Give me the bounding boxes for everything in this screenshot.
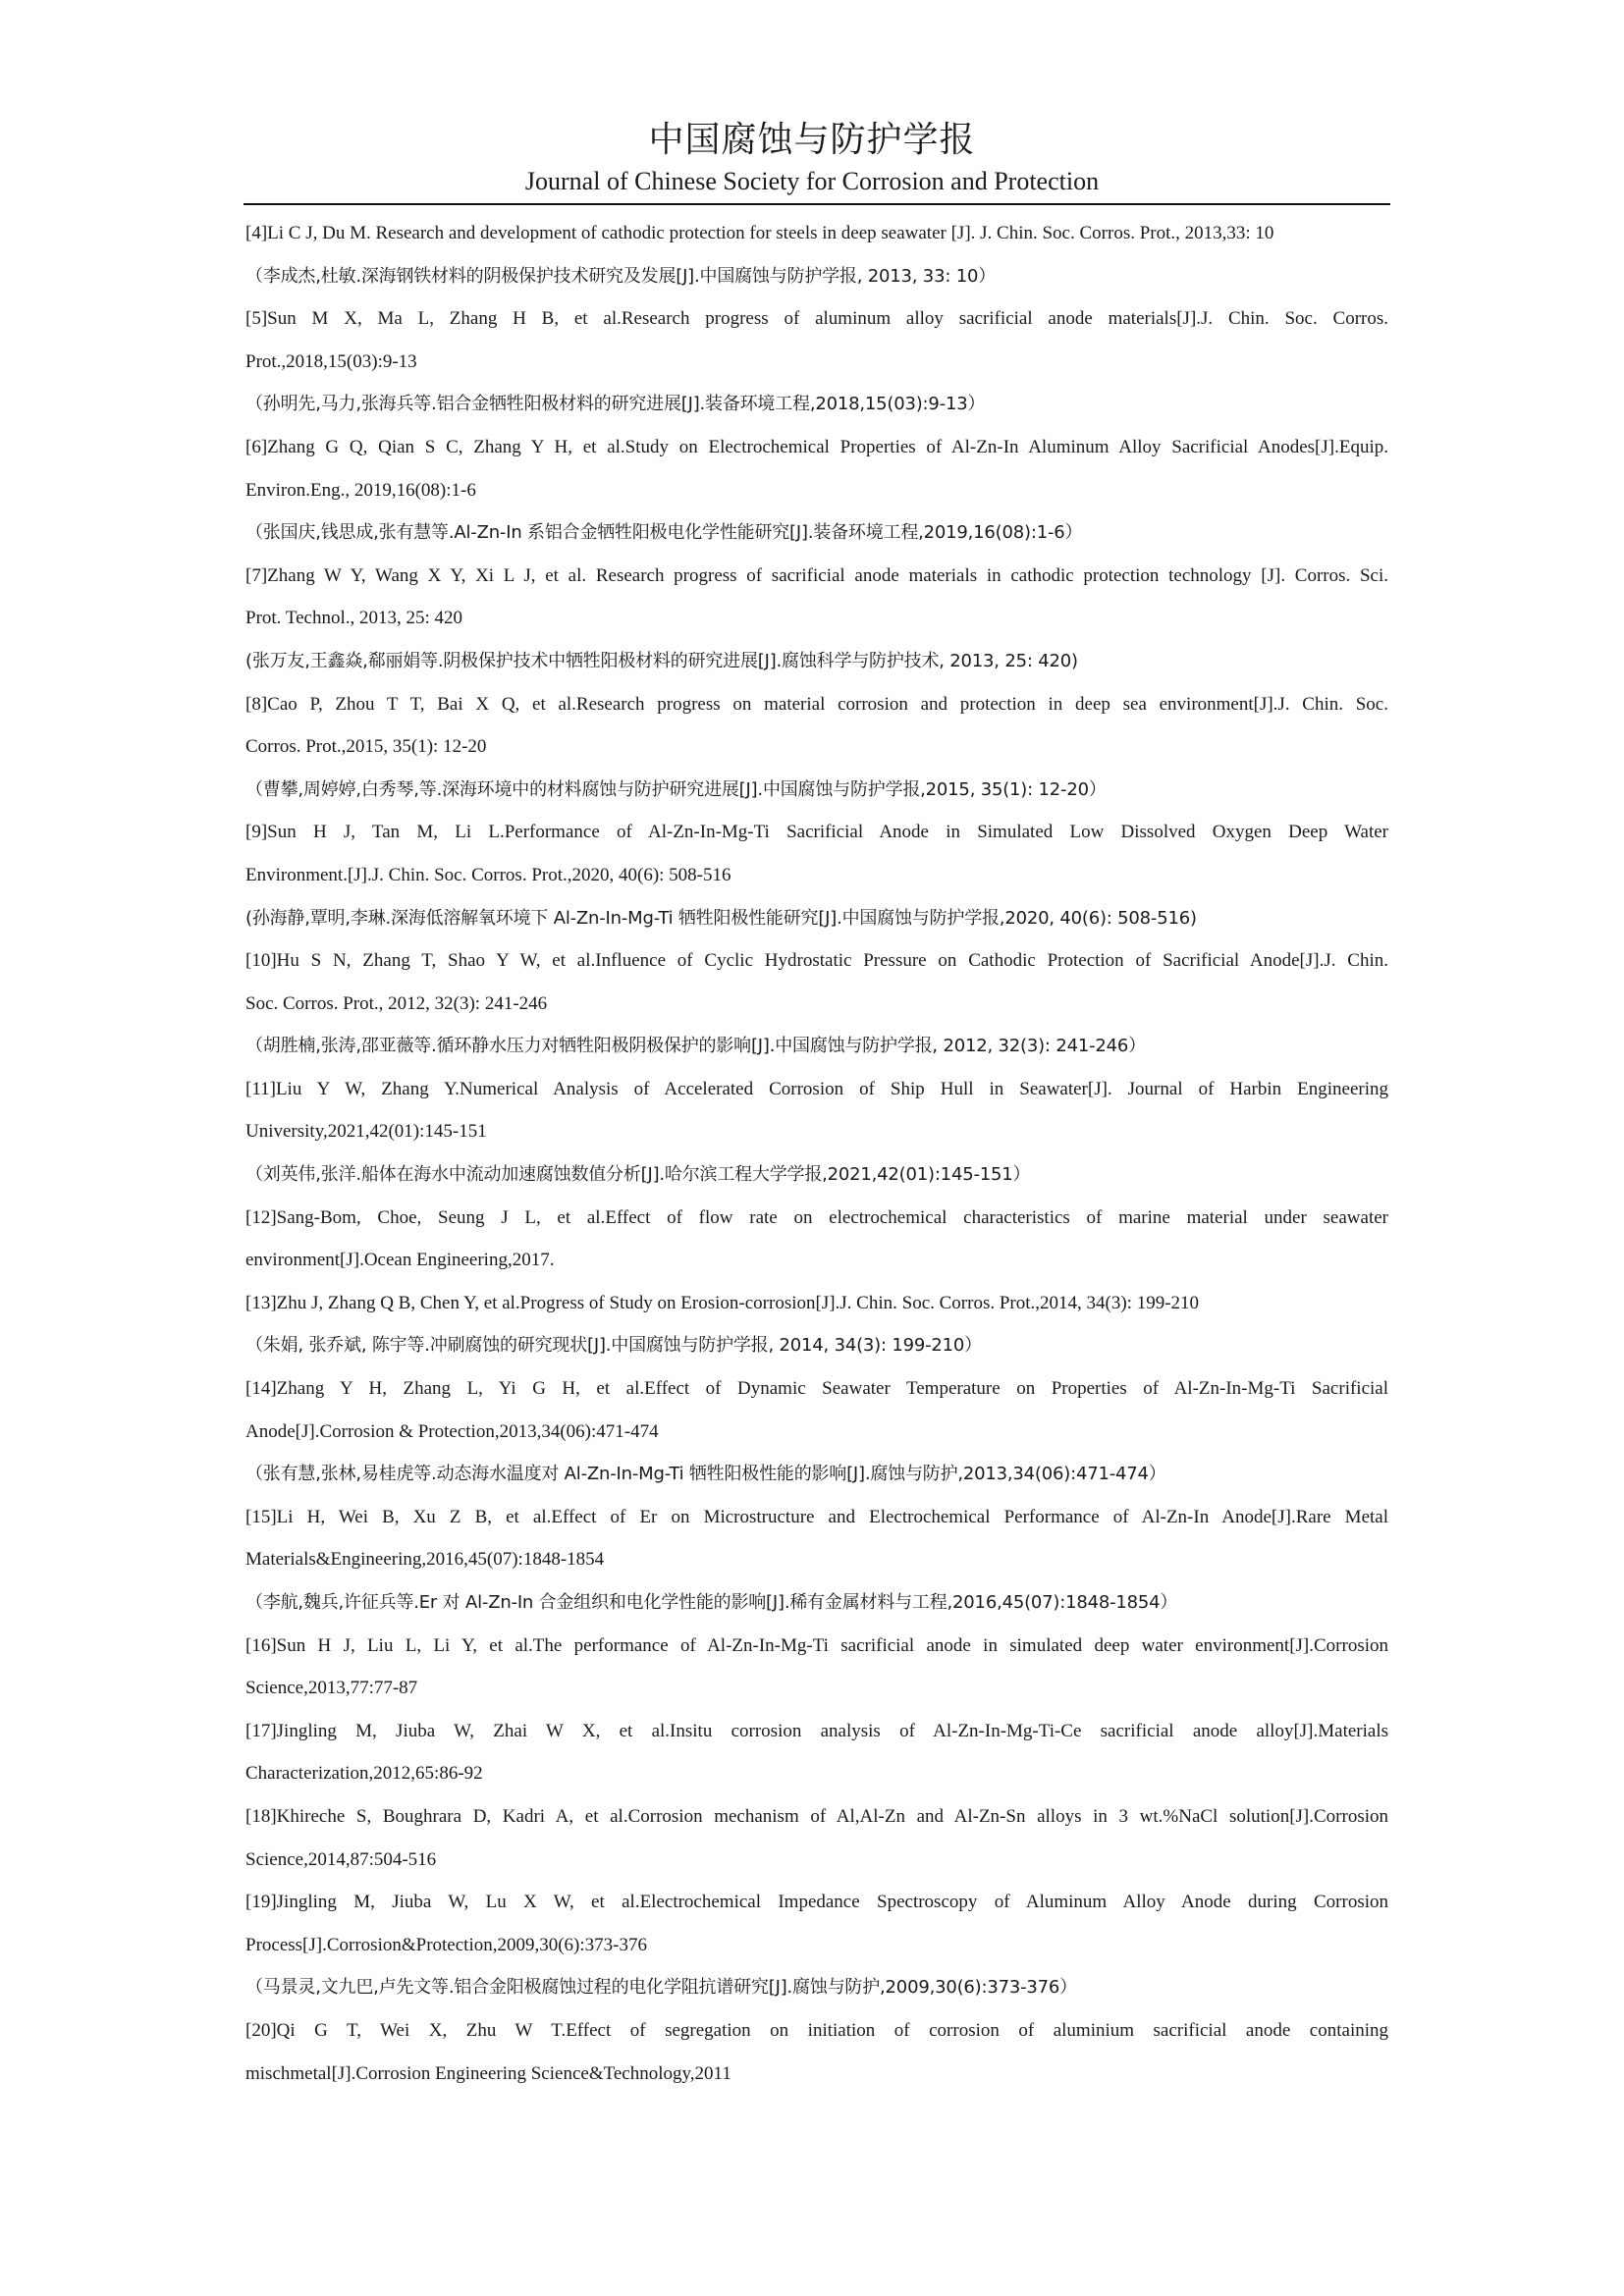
reference-entry	[245, 1068, 1388, 1153]
reference-line: [16]Sun H J, Liu L, Li Y, et al.The performance of Al-Zn-In-Mg-Ti sacrificial anode in simulated deep water environment[J].Corrosion	[245, 1634, 1388, 1656]
reference-entry	[245, 1153, 1388, 1197]
reference-entry	[245, 383, 1388, 426]
reference-line: [6]Zhang G Q, Qian S C, Zhang Y H, et al.Study on Electrochemical Properties of Al-Zn-In Aluminum Alloy Sacrificial Anodes[J].Equip.	[245, 436, 1388, 457]
reference-line: mischmetal[J].Corrosion Engineering Science&Technology,2011	[245, 2062, 731, 2084]
reference-entry	[245, 1025, 1388, 1068]
reference-line: （刘英伟,张洋.船体在海水中流动加速腐蚀数值分析[J].哈尔滨工程大学学报,2021,42(01):145-151）	[245, 1164, 1031, 1186]
reference-line: [8]Cao P, Zhou T T, Bai X Q, et al.Research progress on material corrosion and protection in deep sea environment[J].J. Chin. Soc.	[245, 693, 1388, 715]
reference-line: (孙海静,覃明,李琳.深海低溶解氧环境下 Al-Zn-In-Mg-Ti 牺牲阳极性能研究[J].中国腐蚀与防护学报,2020, 40(6): 508-516)	[245, 907, 1197, 929]
reference-entry	[245, 1197, 1388, 1282]
reference-entry	[245, 2009, 1388, 2095]
reference-line: （朱娟, 张乔斌, 陈宇等.冲刷腐蚀的研究现状[J].中国腐蚀与防护学报, 2014, 34(3): 199-210）	[245, 1335, 982, 1357]
reference-line: [7]Zhang W Y, Wang X Y, Xi L J, et al. Research progress of sacrificial anode materials in cathodic protection technology [J]. Corros. Sci.	[245, 564, 1388, 586]
reference-entry	[245, 1966, 1388, 2009]
reference-line: [11]Liu Y W, Zhang Y.Numerical Analysis of Accelerated Corrosion of Ship Hull in Seawater[J]. Journal of Harbin Engineering	[245, 1078, 1388, 1099]
reference-entry	[245, 811, 1388, 896]
reference-line: Environment.[J].J. Chin. Soc. Corros. Prot.,2020, 40(6): 508-516	[245, 864, 731, 885]
reference-line: environment[J].Ocean Engineering,2017.	[245, 1250, 555, 1271]
reference-entry	[245, 1795, 1388, 1881]
reference-entry	[245, 511, 1388, 555]
reference-entry	[245, 297, 1388, 383]
reference-entry	[245, 1881, 1388, 1966]
reference-entry	[245, 897, 1388, 940]
reference-entry	[245, 1496, 1388, 1581]
reference-line: Corros. Prot.,2015, 35(1): 12-20	[245, 736, 487, 758]
journal-title-en: Journal of Chinese Society for Corrosion and Protection	[524, 167, 1100, 195]
reference-line: （马景灵,文九巴,卢先文等.铝合金阳极腐蚀过程的电化学阻抗谱研究[J].腐蚀与防护,2009,30(6):373-376）	[245, 1977, 1077, 1999]
reference-entry	[245, 555, 1388, 640]
reference-line: (张万友,王鑫焱,郗丽娟等.阴极保护技术中牺牲阳极材料的研究进展[J].腐蚀科学与防护技术, 2013, 25: 420)	[245, 650, 1078, 671]
reference-line: [9]Sun H J, Tan M, Li L.Performance of Al-Zn-In-Mg-Ti Sacrificial Anode in Simulated Low Dissolved Oxygen Deep Water	[245, 822, 1388, 843]
reference-line: Characterization,2012,65:86-92	[245, 1763, 483, 1785]
reference-line: （胡胜楠,张涛,邵亚薇等.循环静水压力对牺牲阳极阴极保护的影响[J].中国腐蚀与防护学报, 2012, 32(3): 241-246）	[245, 1036, 1146, 1057]
reference-entry	[245, 1282, 1388, 1325]
reference-line: [17]Jingling M, Jiuba W, Zhai W X, et al.Insitu corrosion analysis of Al-Zn-In-Mg-Ti-Ce sacrificial anode alloy[J].Materials	[245, 1720, 1388, 1741]
reference-entry	[245, 683, 1388, 769]
reference-line: （孙明先,马力,张海兵等.铝合金牺牲阳极材料的研究进展[J].装备环境工程,2018,15(03):9-13）	[245, 394, 986, 415]
reference-line: [20]Qi G T, Wei X, Zhu W T.Effect of segregation on initiation of corrosion of aluminium sacrificial anode containing	[245, 2019, 1388, 2041]
reference-line: [12]Sang-Bom, Choe, Seung J L, et al.Effect of flow rate on electrochemical characteristics of marine material under seawater	[245, 1206, 1388, 1228]
reference-entry	[245, 426, 1388, 511]
reference-line: University,2021,42(01):145-151	[245, 1121, 487, 1143]
reference-line: Process[J].Corrosion&Protection,2009,30(6):373-376	[245, 1934, 647, 1955]
reference-list	[245, 212, 1388, 2095]
reference-line: （李航,魏兵,许征兵等.Er 对 Al-Zn-In 合金组织和电化学性能的影响[J].稀有金属材料与工程,2016,45(07):1848-1854）	[245, 1592, 1178, 1613]
reference-line: Anode[J].Corrosion & Protection,2013,34(06):471-474	[245, 1420, 659, 1442]
header-rule	[244, 203, 1390, 205]
reference-entry	[245, 1324, 1388, 1367]
reference-entry	[245, 1625, 1388, 1710]
reference-line: Science,2013,77:77-87	[245, 1678, 418, 1699]
reference-line: [15]Li H, Wei B, Xu Z B, et al.Effect of Er on Microstructure and Electrochemical Performance of Al-Zn-In Anode[J].Rare Metal	[245, 1506, 1388, 1527]
reference-entry	[245, 640, 1388, 683]
reference-line: （曹攀,周婷婷,白秀琴,等.深海环境中的材料腐蚀与防护研究进展[J].中国腐蚀与防护学报,2015, 35(1): 12-20）	[245, 778, 1107, 800]
reference-line: [5]Sun M X, Ma L, Zhang H B, et al.Research progress of aluminum alloy sacrificial anode materials[J].J. Chin. Soc. Corros.	[245, 308, 1388, 330]
reference-line: Materials&Engineering,2016,45(07):1848-1854	[245, 1549, 605, 1571]
reference-line: Soc. Corros. Prot., 2012, 32(3): 241-246	[245, 992, 548, 1014]
reference-line: [13]Zhu J, Zhang Q B, Chen Y, et al.Progress of Study on Erosion-corrosion[J].J. Chin. Soc. Corros. Prot.,2014, 34(3): 199-210	[245, 1292, 1200, 1313]
reference-entry	[245, 769, 1388, 812]
reference-line: （李成杰,杜敏.深海钢铁材料的阴极保护技术研究及发展[J].中国腐蚀与防护学报, 2013, 33: 10）	[245, 265, 997, 287]
reference-entry	[245, 1581, 1388, 1625]
reference-entry	[245, 1453, 1388, 1496]
reference-line: [19]Jingling M, Jiuba W, Lu X W, et al.Electrochemical Impedance Spectroscopy of Aluminum Alloy Anode during Corrosion	[245, 1892, 1388, 1913]
reference-entry	[245, 1710, 1388, 1795]
reference-entry	[245, 255, 1388, 298]
reference-entry	[245, 212, 1388, 255]
reference-line: Environ.Eng., 2019,16(08):1-6	[245, 479, 476, 501]
reference-line: Prot. Technol., 2013, 25: 420	[245, 608, 463, 629]
journal-header	[0, 116, 1624, 198]
reference-line: [14]Zhang Y H, Zhang L, Yi G H, et al.Effect of Dynamic Seawater Temperature on Properties of Al-Zn-In-Mg-Ti Sacrificial	[245, 1378, 1388, 1400]
reference-line: Science,2014,87:504-516	[245, 1848, 437, 1870]
reference-line: （张国庆,钱思成,张有慧等.Al-Zn-In 系铝合金牺牲阳极电化学性能研究[J].装备环境工程,2019,16(08):1-6）	[245, 522, 1083, 544]
reference-entry	[245, 1367, 1388, 1453]
reference-line: （张有慧,张林,易桂虎等.动态海水温度对 Al-Zn-In-Mg-Ti 牺牲阳极性能的影响[J].腐蚀与防护,2013,34(06):471-474）	[245, 1464, 1166, 1485]
reference-entry	[245, 939, 1388, 1025]
reference-line: [10]Hu S N, Zhang T, Shao Y W, et al.Influence of Cyclic Hydrostatic Pressure on Cathodic Protection of Sacrificial Anode[J].J. Chin.	[245, 950, 1388, 972]
reference-line: [18]Khireche S, Boughrara D, Kadri A, et al.Corrosion mechanism of Al,Al-Zn and Al-Zn-Sn alloys in 3 wt.%NaCl solution[J].Corrosion	[245, 1805, 1388, 1827]
reference-line: Prot.,2018,15(03):9-13	[245, 350, 417, 372]
reference-line: [4]Li C J, Du M. Research and development of cathodic protection for steels in deep seawater [J]. J. Chin. Soc. Corros. Prot., 2013,33: 10	[245, 223, 1274, 243]
journal-title-cn: 中国腐蚀与防护学报	[648, 120, 976, 159]
